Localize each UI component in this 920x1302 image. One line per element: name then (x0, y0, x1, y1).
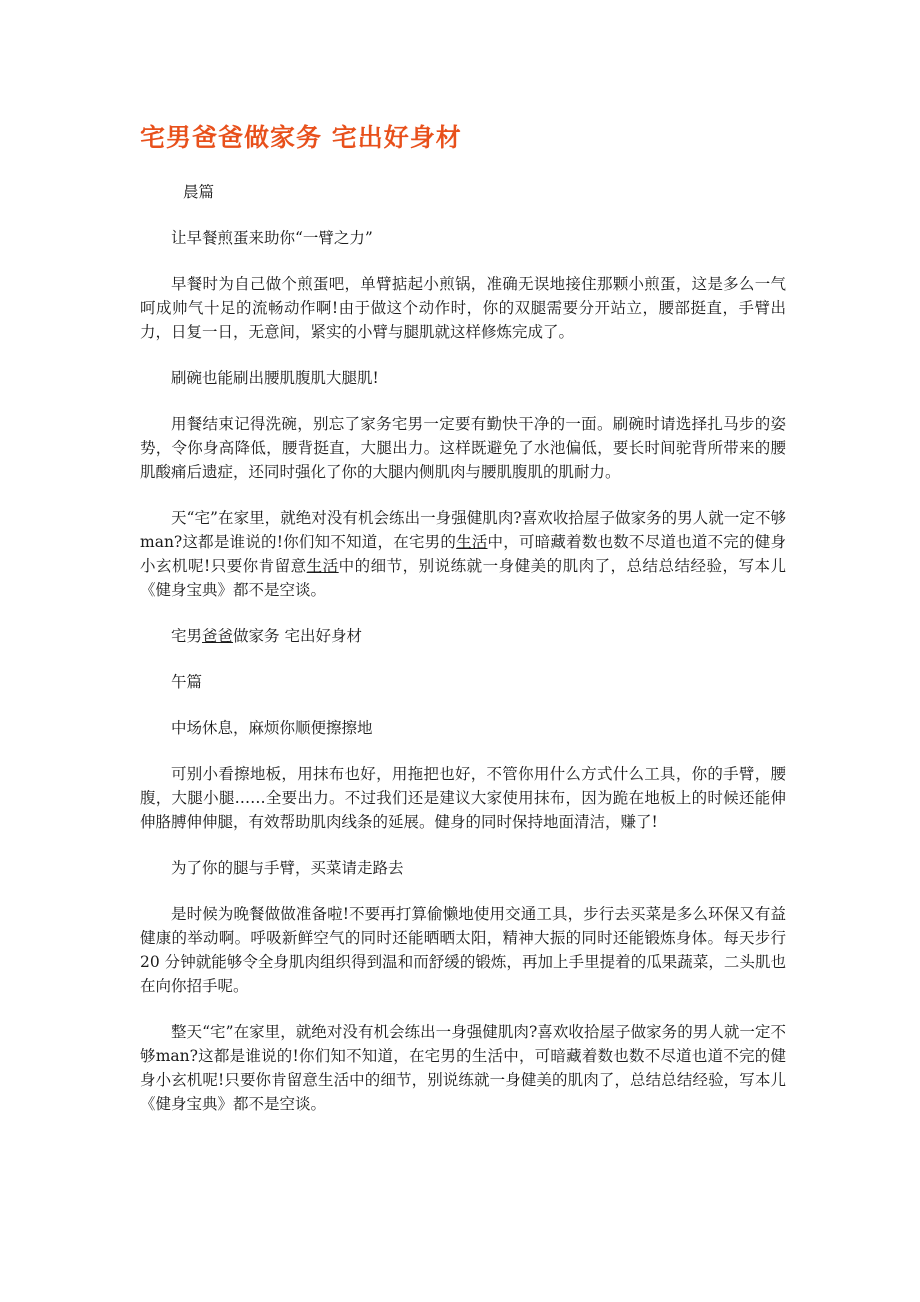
subheading-mopping: 中场休息，麻烦你顺便擦擦地 (171, 719, 373, 737)
section-heading-noon: 午篇 (171, 673, 203, 691)
paragraph-walking: 是时候为晚餐做做准备啦!不要再打算偷懒地使用交通工具，步行去买菜是多么环保又有益健康的举动啊。呼吸新鲜空气的同时还能晒晒太阳，精神大振的同时还能锻炼身体。每天步行 20 分钟就能够令全身肌肉组织得到温和而舒缓的锻炼，再加上手里提着的瓜果蔬菜，二头肌也在向你招手呢。 (140, 905, 786, 995)
link-dad[interactable]: 爸爸 (202, 627, 234, 645)
section-heading-morning: 晨篇 (183, 183, 215, 201)
repeated-title: 宅男爸爸做家务 宅出好身材 (171, 627, 362, 645)
paragraph-dishes: 用餐结束记得洗碗，别忘了家务宅男一定要有勤快干净的一面。刷碗时请选择扎马步的姿势，令你身高降低，腰背挺直，大腿出力。这样既避免了水池偏低，要长时间驼背所带来的腰肌酸痛后遗症，还同时强化了你的大腿内侧肌肉与腰肌腹肌的肌耐力。 (140, 415, 786, 481)
subheading-walking: 为了你的腿与手臂，买菜请走路去 (171, 859, 404, 877)
article-title: 宅男爸爸做家务 宅出好身材 (140, 123, 462, 152)
link-life-2[interactable]: 生活 (306, 557, 339, 575)
paragraph-egg: 早餐时为自己做个煎蛋吧，单臂掂起小煎锅，准确无误地接住那颗小煎蛋，这是多么一气呵成帅气十足的流畅动作啊!由于做这个动作时，你的双腿需要分开站立，腰部挺直，手臂出力，日复一日，无意间，紧实的小臂与腿肌就这样修炼完成了。 (140, 275, 786, 341)
article-body (140, 180, 786, 1116)
subheading-egg: 让早餐煎蛋来助你“一臂之力” (171, 229, 373, 247)
subheading-dishes: 刷碗也能刷出腰肌腹肌大腿肌! (171, 369, 379, 387)
paragraph-mopping: 可别小看擦地板，用抹布也好，用拖把也好，不管你用什么方式什么工具，你的手臂，腰腹，大腿小腿……全要出力。不过我们还是建议大家使用抹布，因为跪在地板上的时候还能伸伸胳膊伸伸腿，有效帮助肌肉线条的延展。健身的同时保持地面清洁，赚了! (140, 765, 786, 831)
paragraph-intro: 天“宅”在家里，就绝对没有机会练出一身强健肌肉?喜欢收拾屋子做家务的男人就一定不够man?这都是谁说的!你们知不知道，在宅男的生活中，可暗藏着数也数不尽道也道不完的健身小玄机呢!只要你肯留意生活中的细节，别说练就一身健美的肌肉了，总结总结经验，写本儿《健身宝典》都不是空谈。 (140, 509, 786, 599)
paragraph-closing: 整天“宅”在家里，就绝对没有机会练出一身强健肌肉?喜欢收拾屋子做家务的男人就一定不够man?这都是谁说的!你们知不知道，在宅男的生活中，可暗藏着数也数不尽道也道不完的健身小玄机呢!只要你肯留意生活中的细节，别说练就一身健美的肌肉了，总结总结经验，写本儿《健身宝典》都不是空谈。 (140, 1023, 786, 1113)
link-life[interactable]: 生活 (456, 533, 488, 551)
